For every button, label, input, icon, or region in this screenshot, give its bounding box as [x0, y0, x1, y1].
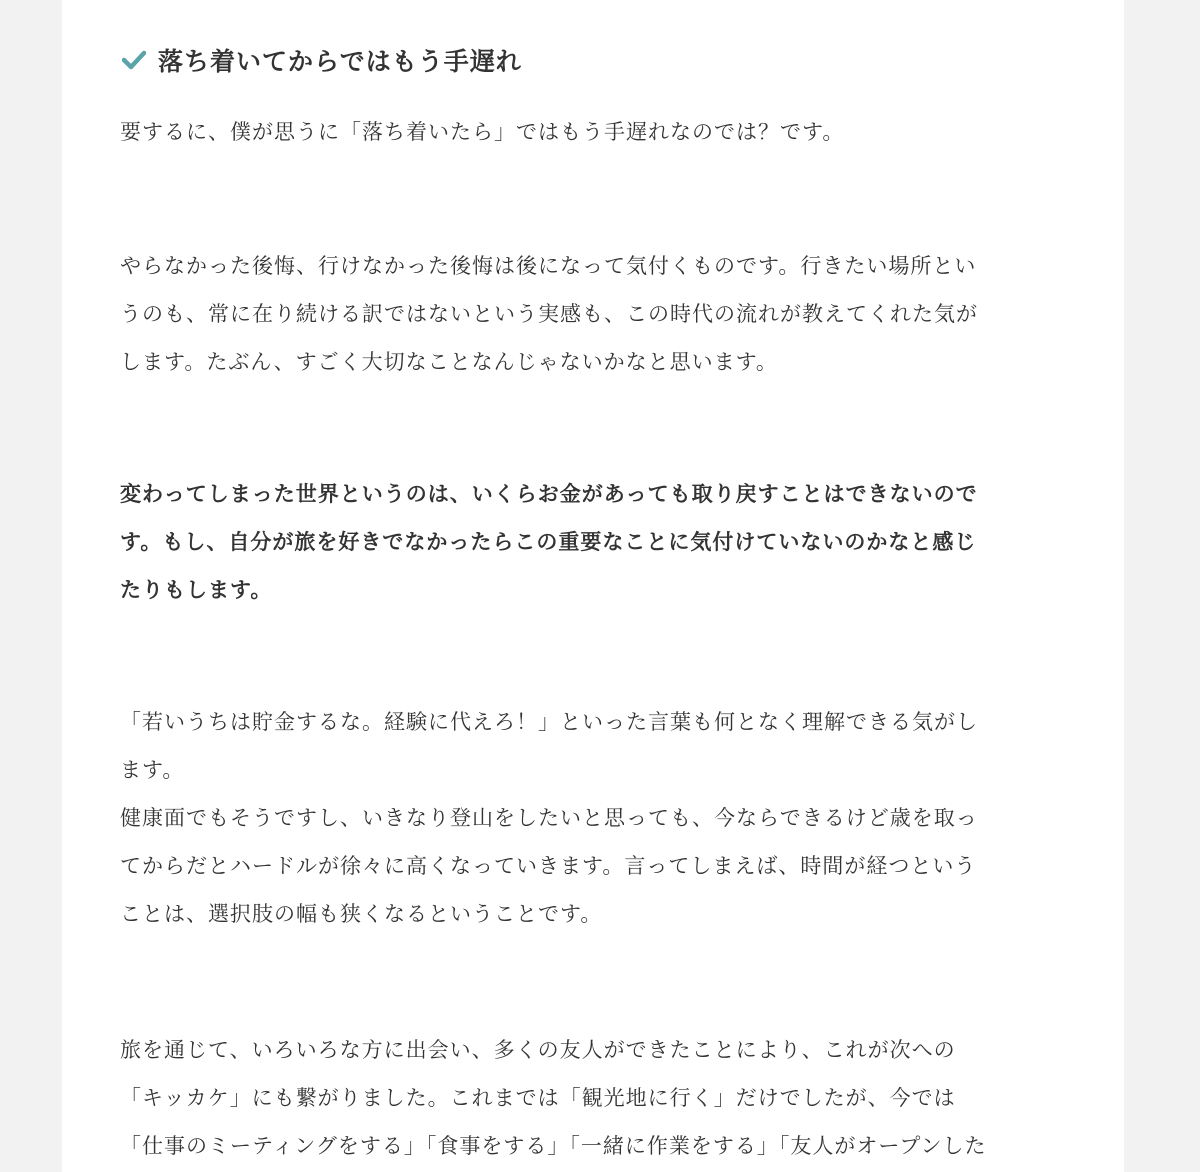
article-body [62, 0, 1124, 1172]
paragraph-line: 変わってしまった世界というのは、いくらお金があっても取り戻すことはできないので [120, 482, 978, 506]
paragraph-line: 「キッカケ」にも繋がりました。これまでは「観光地に行く」だけでしたが、今では [120, 1086, 956, 1110]
check-icon [120, 46, 148, 74]
paragraph-line: やらなかった後悔、行けなかった後悔は後になって気付くものです。行きたい場所とい [120, 254, 977, 278]
paragraph-line: 「仕事のミーティングをする」「食事をする」「一緒に作業をする」「友人がオープンした [120, 1134, 987, 1158]
paragraph-2 [120, 242, 1070, 386]
paragraph-1 [120, 108, 1070, 156]
paragraph-line: てからだとハードルが徐々に高くなっていきます。言ってしまえば、時間が経つという [120, 854, 977, 878]
paragraph-3-emphasis [120, 470, 1070, 614]
paragraph-line: ます。 [120, 758, 185, 782]
paragraph-line: す。もし、自分が旅を好きでなかったらこの重要なことに気付けていないのかなと感じ [120, 530, 977, 554]
section-heading [120, 36, 522, 84]
paragraph-4 [120, 698, 1070, 938]
paragraph-line: うのも、常に在り続ける訳ではないという実感も、この時代の流れが教えてくれた気が [120, 302, 978, 326]
paragraph-5 [120, 1026, 1070, 1170]
paragraph-line: 要するに、僕が思うに「落ち着いたら」ではもう手遅れなのでは？です。 [120, 120, 845, 144]
paragraph-line: 「若いうちは貯金するな。経験に代えろ！」といった言葉も何となく理解できる気がし [120, 710, 978, 734]
paragraph-line: たりもします。 [120, 578, 273, 602]
paragraph-line: ことは、選択肢の幅も狭くなるということです。 [120, 902, 603, 926]
paragraph-line: します。たぶん、すごく大切なことなんじゃないかなと思います。 [120, 350, 778, 374]
paragraph-line: 旅を通じて、いろいろな方に出会い、多くの友人ができたことにより、これが次への [120, 1038, 956, 1062]
paragraph-line: 健康面でもそうですし、いきなり登山をしたいと思っても、今ならできるけど歳を取っ [120, 806, 978, 830]
section-heading-text: 落ち着いてからではもう手遅れ [158, 47, 522, 76]
